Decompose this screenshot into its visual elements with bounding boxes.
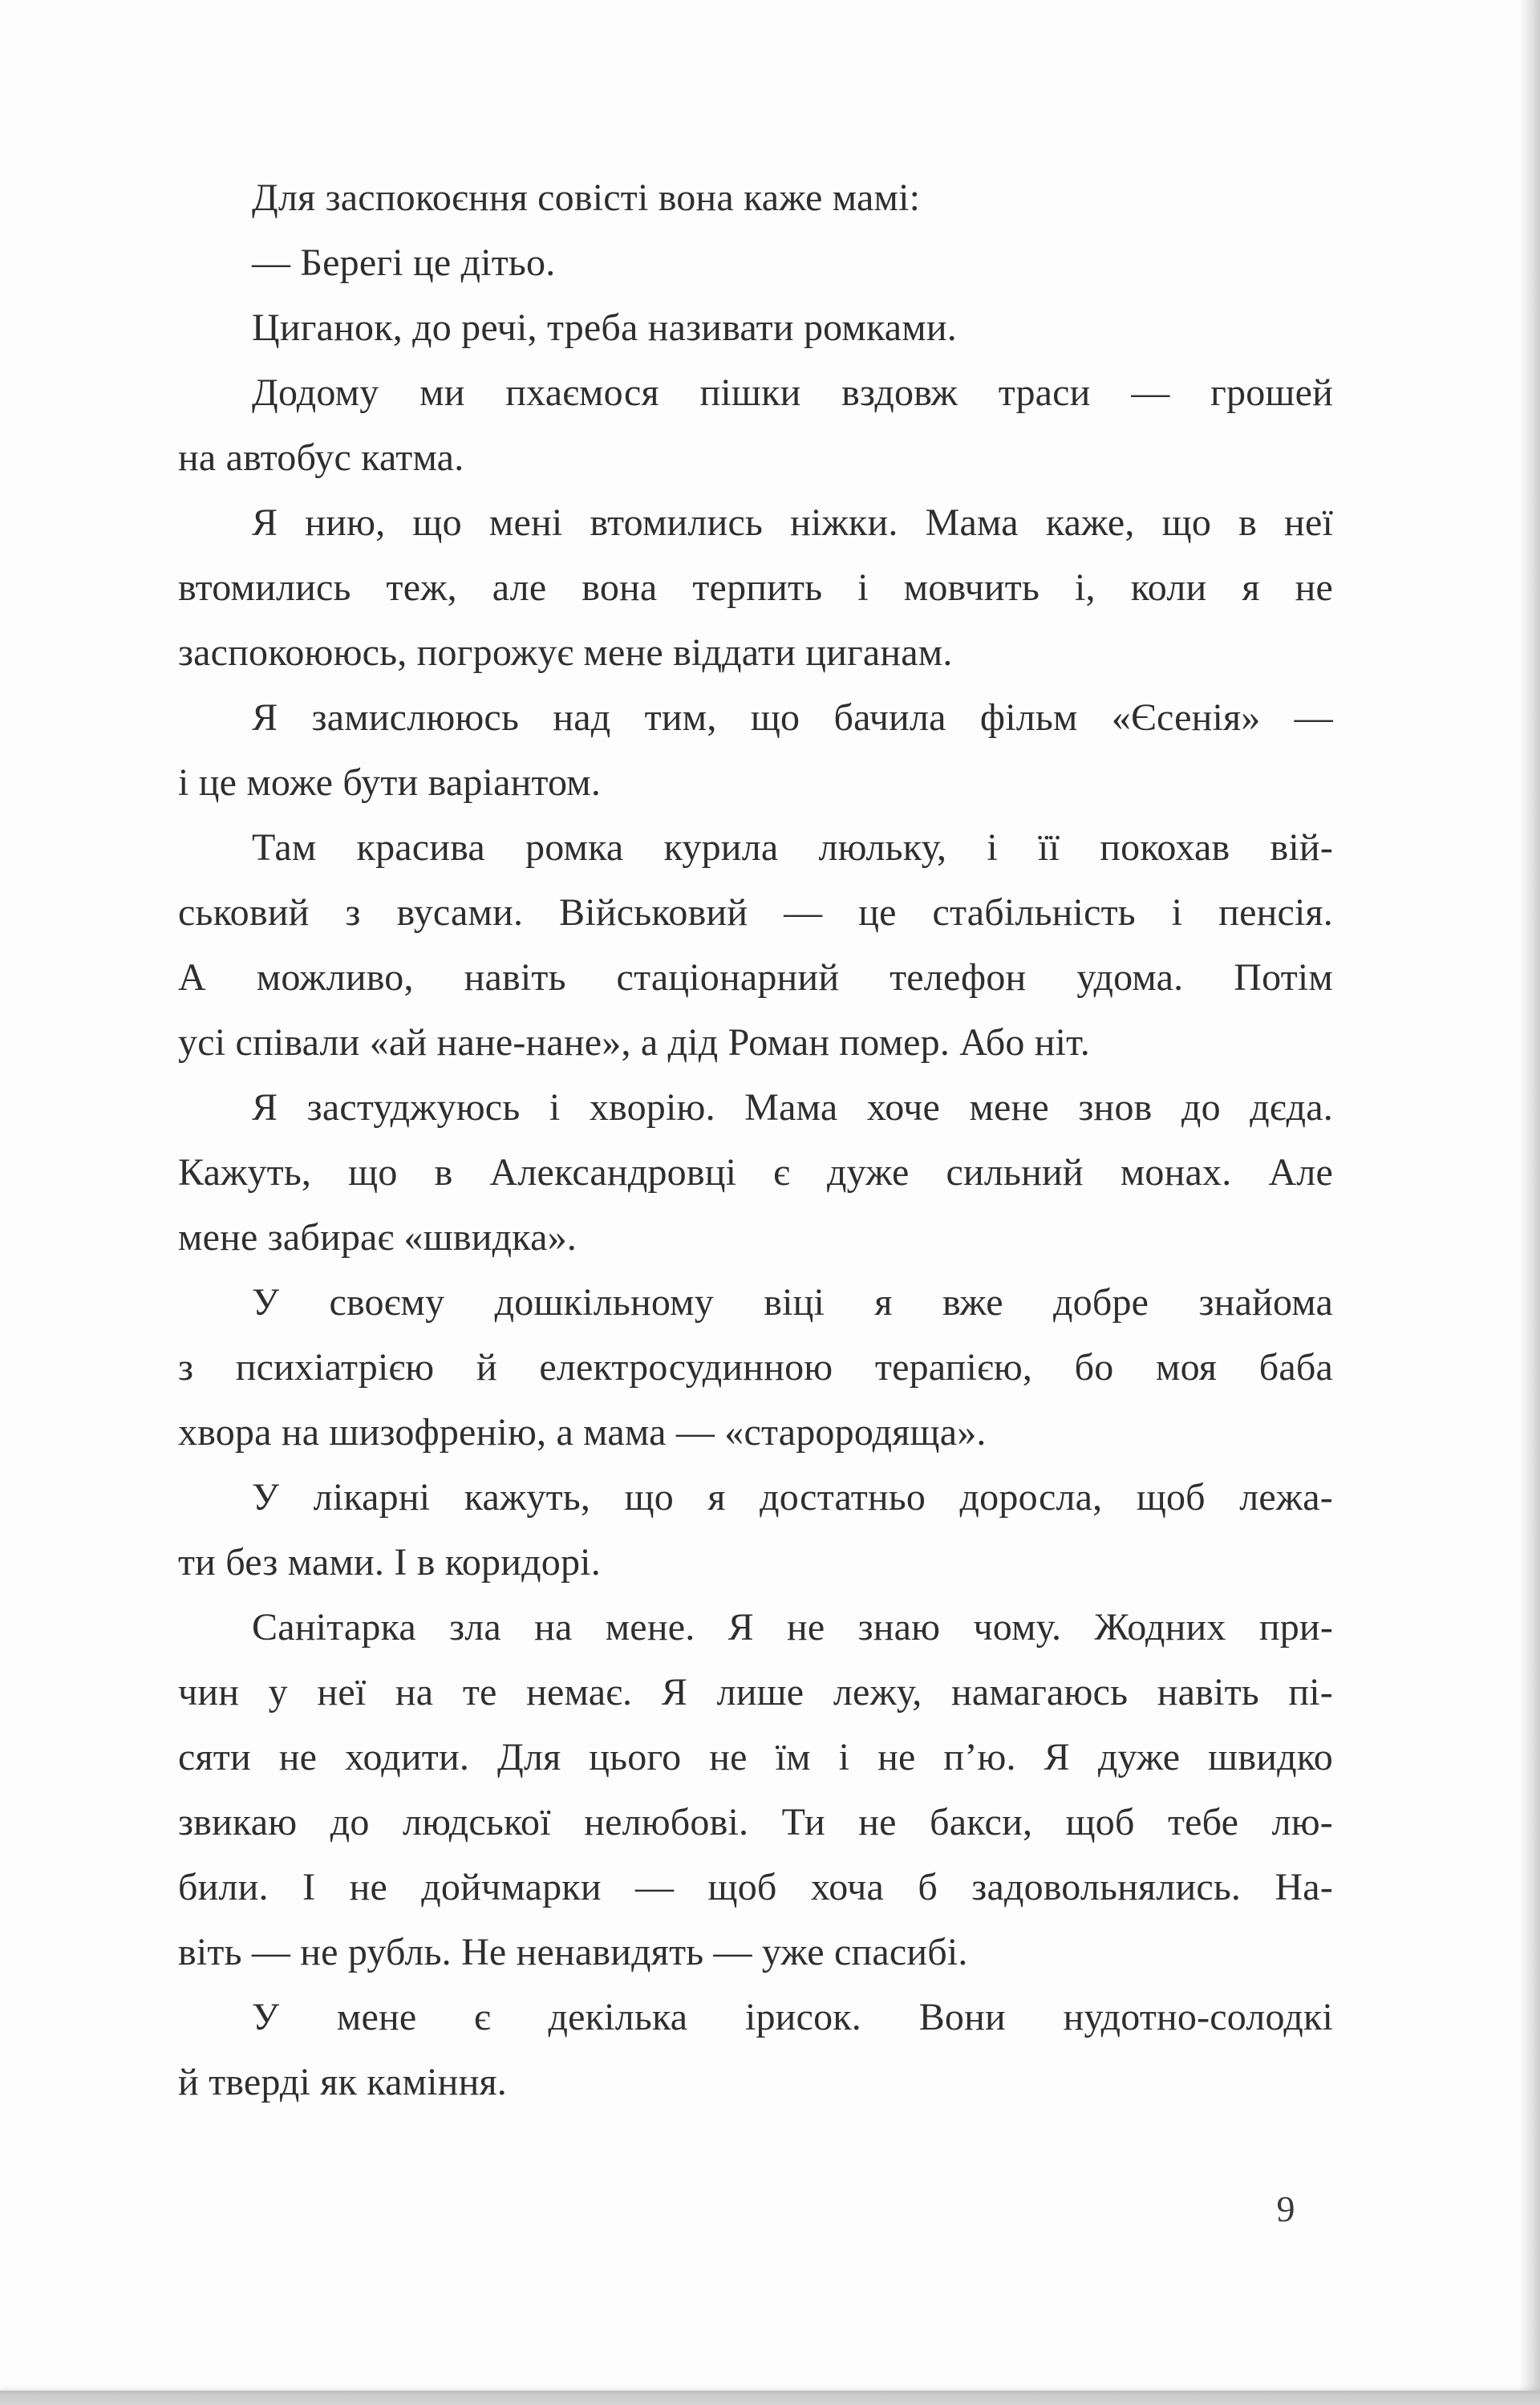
text-line: Там красива ромка курила люльку, і її покохав вій-	[252, 826, 1333, 869]
text-line: ти без мами. І в коридорі.	[178, 1541, 601, 1584]
text-line: мене забирає «швидка».	[178, 1216, 577, 1259]
text-line: А можливо, навіть стаціонарний телефон удома. Потім	[178, 956, 1333, 999]
text-line: — Берегі це дітьо.	[252, 241, 556, 284]
page-text-block	[178, 165, 1333, 2115]
text-line: і це може бути варіантом.	[178, 761, 602, 804]
text-line: звикаю до людської нелюбові. Ти не бакси, щоб тебе лю-	[178, 1801, 1333, 1843]
text-line: ськовий з вусами. Військовий — це стабільність і пенсія.	[178, 891, 1333, 934]
text-line: втомились теж, але вона терпить і мовчить і, коли я не	[178, 566, 1333, 609]
page-number: 9	[1276, 2188, 1295, 2229]
text-line: Додому ми пхаємося пішки вздовж траси — грошей	[252, 371, 1333, 414]
text-line: Я нию, що мені втомились ніжки. Мама каже, що в неї	[252, 501, 1333, 544]
text-line: У мене є декілька ірисок. Вони нудотно-солодкі	[252, 1996, 1333, 2038]
text-line: Циганок, до речі, треба називати ромками.	[252, 306, 957, 349]
page-right-edge-shadow	[1519, 0, 1540, 2405]
text-line: заспокоююсь, погрожує мене віддати циганам.	[178, 631, 953, 674]
text-line: чин у неї на те немає. Я лише лежу, намагаюсь навіть пі-	[178, 1671, 1333, 1714]
text-line: Кажуть, що в Александровці є дуже сильний монах. Але	[178, 1151, 1333, 1194]
text-line: Для заспокоєння совісті вона каже мамі:	[252, 176, 921, 219]
window-bottom-bar	[0, 2391, 1540, 2405]
text-line: й тверді як каміння.	[178, 2061, 507, 2103]
text-line: Я застуджуюсь і хворію. Мама хоче мене знов до дєда.	[252, 1086, 1333, 1129]
text-line: Я замислююсь над тим, що бачила фільм «Єсенія» —	[252, 696, 1333, 739]
text-line: з психіатрією й електросудинною терапією, бо моя баба	[178, 1346, 1333, 1389]
text-line: сяти не ходити. Для цього не їм і не п’ю. Я дуже швидко	[178, 1736, 1333, 1778]
text-line: на автобус катма.	[178, 436, 464, 479]
text-line: хвора на шизофренію, а мама — «старородяща».	[178, 1411, 987, 1454]
text-line: У лікарні кажуть, що я достатньо доросла, щоб лежа-	[252, 1476, 1333, 1519]
text-line: усі співали «ай нане-нане», а дід Роман помер. Або ніт.	[178, 1021, 1090, 1064]
text-line: віть — не рубль. Не ненавидять — уже спасибі.	[178, 1931, 968, 1973]
text-line: У своєму дошкільному віці я вже добре знайома	[252, 1281, 1333, 1324]
text-line: били. І не дойчмарки — щоб хоча б задовольнялись. На-	[178, 1866, 1333, 1908]
text-line: Санітарка зла на мене. Я не знаю чому. Жодних при-	[252, 1606, 1333, 1649]
